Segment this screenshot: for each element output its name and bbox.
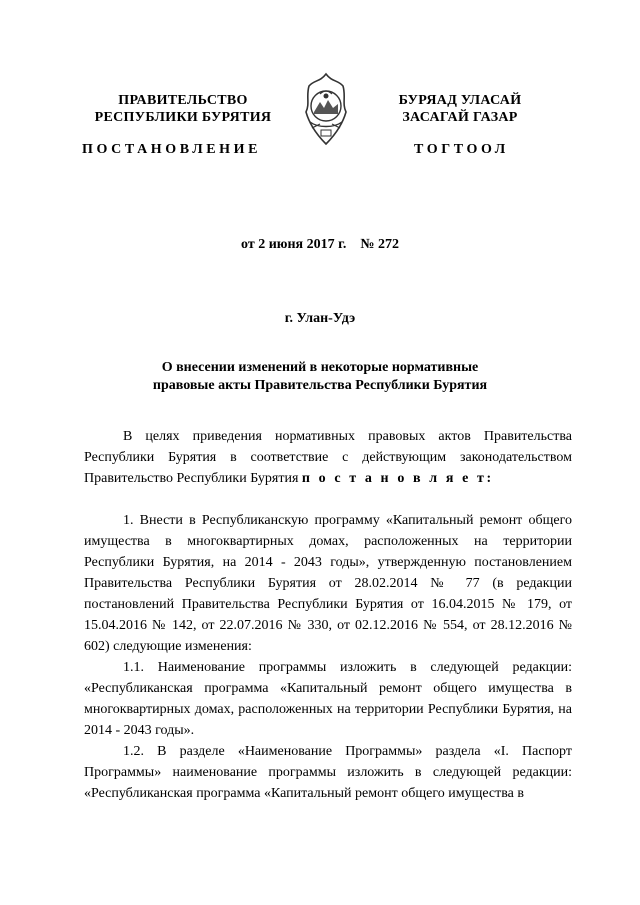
document-number: № 272 (360, 237, 399, 252)
item-1: 1. Внести в Республиканскую программу «Капитальный ремонт общего имущества в многоквартирных домах, расположенных на территории Республики Бурятия, на 2014 - 2043 годы», утвержденную постановлением Правительства Республики Бурятия от 28.02.2014 № 77 (в редакции постановлений Правительства Республики Бурятия от 16.04.2015 № 179, от 15.04.2016 № 142, от 22.07.2016 № 330, от 02.12.2016 № 554, от 28.12.2016 № 602) следующие изменения: (84, 513, 572, 654)
header-right-block (372, 92, 548, 126)
item-1-1: 1.1. Наименование программы изложить в следующей редакции: «Республиканская программа «Капитальный ремонт общего имущества в многоквартирных домах, расположенных на территории Республики Бурятия, на 2014 - 2043 годы». (84, 660, 572, 738)
header-left-line2: РЕСПУБЛИКИ БУРЯТИЯ (94, 110, 272, 125)
intro-text: В целях приведения нормативных правовых актов Правительства Республики Бурятия в соответствие с действующим законодательством Правительство Республики Бурятия (84, 429, 572, 486)
document-title (120, 359, 520, 395)
doc-type-left: ПОСТАНОВЛЕНИЕ (82, 142, 262, 157)
header-left-block (88, 92, 278, 126)
title-line2: правовые акты Правительства Республики Бурятия (152, 378, 488, 393)
buryatia-coat-of-arms-icon (300, 72, 352, 148)
decree-word: п о с т а н о в л я е т: (301, 471, 494, 486)
document-date: от 2 июня 2017 г. (241, 237, 347, 252)
intro-paragraph (84, 426, 572, 489)
header-right-line1: БУРЯАД УЛАСАЙ (398, 93, 522, 108)
item-1-2: 1.2. В разделе «Наименование Программы» раздела «I. Паспорт Программы» наименование программы изложить в следующей редакции: «Республиканская программа «Капитальный ремонт общего имущества в (84, 744, 572, 801)
doc-type-right: ТОГТООЛ (414, 142, 509, 157)
document-body (84, 426, 572, 804)
title-line1: О внесении изменений в некоторые нормативные (161, 360, 479, 375)
date-line (0, 237, 640, 253)
header-left-line1: ПРАВИТЕЛЬСТВО (118, 93, 248, 108)
header-right-line2: ЗАСАГАЙ ГАЗАР (402, 110, 518, 125)
city: г. Улан-Удэ (284, 311, 356, 326)
